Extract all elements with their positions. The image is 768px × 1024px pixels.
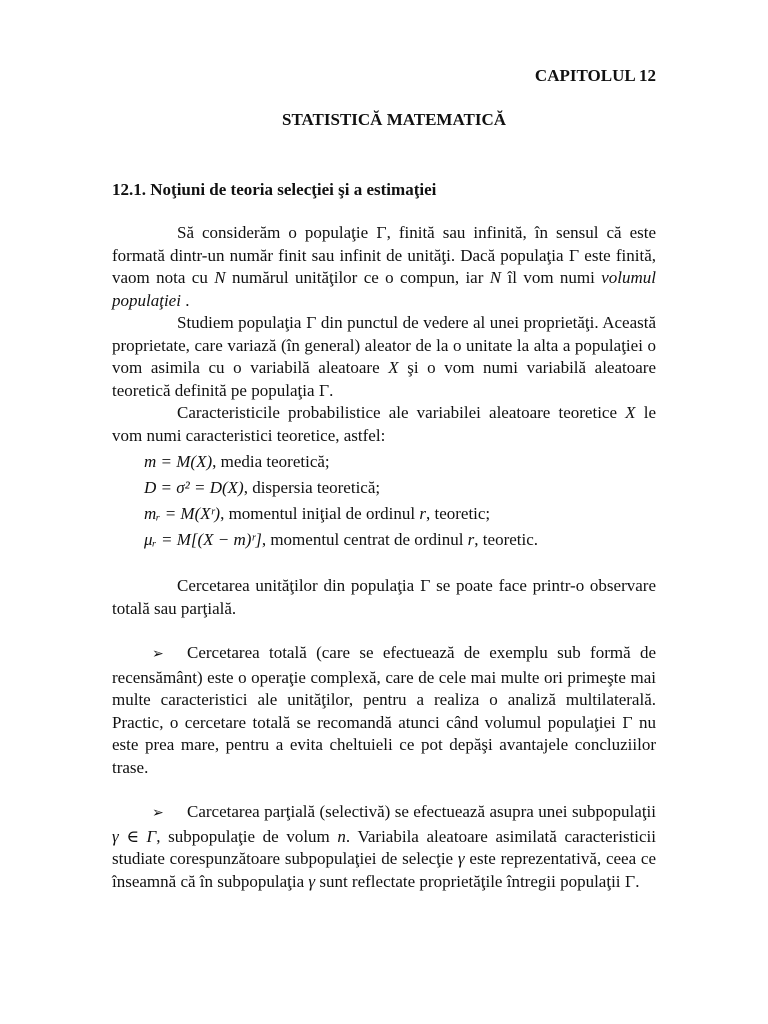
- math-X: X: [388, 358, 399, 377]
- math-gamma: γ: [308, 871, 316, 891]
- math-N: N: [489, 268, 502, 287]
- arrow-bullet-icon: ➢: [152, 806, 164, 821]
- math-N: N: [214, 268, 226, 287]
- formula-central-moment: μᵣ = M[(X − m)ʳ], momentul centrat de ordinul r, teoretic.: [144, 530, 539, 549]
- formula-initial-moment: mᵣ = M(Xʳ), momentul iniţial de ordinul r, teoretic;: [144, 504, 491, 523]
- gamma-symbol: Γ: [305, 314, 317, 332]
- formula-mean: m = M(X), media teoretică;: [144, 452, 330, 471]
- formula-list: [112, 449, 656, 553]
- bullet-total-research: ➢ Cercetarea totală (care se efectuează de exemplu sub formă de recensământ) este o operaţie complexă, care de cele mai multe ori primeşte mai multe caracteristici ale unităţilor, pentru a realiza o analiză multilaterală. Practic, o cercetare totală se recomandă atunci când volumul populaţiei Γ nu este prea mare, pentru a evita cheltuieli ce pot depăşi avantajele concluziilor trase.: [112, 643, 657, 777]
- math-gamma-in-Gamma: γ ∈ Γ: [112, 826, 157, 846]
- bullet-partial-research: ➢ Carcetarea parţială (selectivă) se efectuează asupra unei subpopulaţii γ ∈ Γ, subpopulaţie de volum n. Variabila aleatoare asimilată caracteristicii studiate corespunzătoare subpopulaţiei de selecţie γ este reprezentativă, ceea ce înseamnă că în subpopulaţia γ sunt reflectate proprietăţile întregii populaţii Γ.: [112, 802, 657, 891]
- math-n: n: [337, 826, 346, 846]
- math-gamma: γ: [457, 849, 465, 868]
- gamma-symbol: Γ: [376, 224, 387, 242]
- page-title: STATISTICĂ MATEMATICĂ: [281, 110, 507, 129]
- section-heading: 12.1. Noţiuni de teoria selecţiei şi a estimaţiei: [112, 180, 437, 199]
- paragraph-characteristics: Caracteristicile probabilistice ale variabilei aleatoare teoretice X le vom numi caracteristici teoretice, astfel:: [112, 403, 656, 445]
- formula-dispersion: D = σ² = D(X), dispersia teoretică;: [144, 478, 381, 497]
- gamma-symbol: Γ: [624, 872, 636, 891]
- gamma-symbol: Γ: [318, 381, 330, 400]
- gamma-symbol: Γ: [568, 246, 580, 265]
- paragraph-population: Să considerăm o populaţie Γ, finită sau infinită, în sensul că este formată dintr-un număr finit sau infinit de unităţi. Dacă populaţia Γ este finită, vaom nota cu N numărul unităţilor ce o compun, iar N îl vom numi volumul populaţiei .: [112, 223, 657, 310]
- arrow-bullet-icon: ➢: [152, 647, 164, 662]
- document-body: [112, 222, 656, 893]
- chapter-label: CAPITOLUL 12: [534, 66, 656, 85]
- term-volume: volumul populaţiei: [112, 268, 657, 310]
- gamma-symbol: Γ: [622, 713, 633, 732]
- paragraph-property: Studiem populaţia Γ din punctul de vedere al unei proprietăţi. Această proprietate, care variază (în general) aleator de la o unitate la alta a populaţiei o vom asimila cu o variabilă aleatoare X şi o vom numi variabilă aleatoare teoretică definită pe populaţia Γ.: [112, 313, 657, 400]
- math-X: X: [625, 403, 636, 422]
- paragraph-research: Cercetarea unităţilor din populaţia Γ se poate face printr-o observare totală sau parţială.: [112, 576, 657, 618]
- gamma-symbol: Γ: [419, 577, 431, 595]
